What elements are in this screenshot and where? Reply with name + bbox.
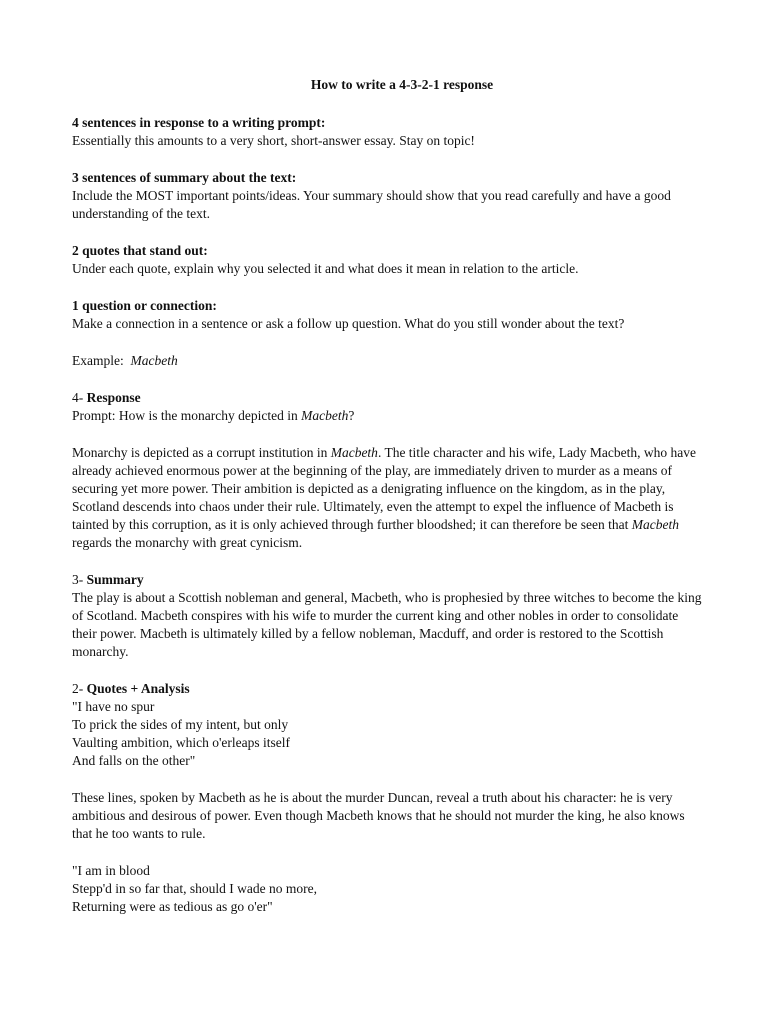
- quotes-number: 2-: [72, 681, 87, 696]
- prompt-prefix: Prompt: How is the monarchy depicted in: [72, 408, 302, 423]
- response-heading: Response: [86, 390, 141, 405]
- quotes-heading-line: [72, 680, 702, 698]
- summary-body: The play is about a Scottish nobleman and general, Macbeth, who is prophesied by three witches to become the king of Scotland. Macbeth conspires with his wife to murder the current king and other nobles in order to consolidate their power. Macbeth is ultimately killed by a fellow nobleman, Macduff, and order is restored to the Scottish monarchy.: [72, 590, 702, 659]
- section-body: Make a connection in a sentence or ask a follow up question. What do you still wonder about the text?: [72, 316, 625, 331]
- section-body: Under each quote, explain why you selected it and what does it mean in relation to the article.: [72, 261, 579, 276]
- response-number: 4-: [72, 390, 87, 405]
- response-paragraph: [72, 444, 702, 552]
- response-work-title-2: Macbeth: [631, 517, 679, 532]
- quote-line: And falls on the other": [72, 753, 196, 768]
- section-three-sentences: [72, 169, 702, 223]
- section-heading: 2 quotes that stand out:: [72, 243, 208, 258]
- quotes-heading: Quotes + Analysis: [86, 681, 190, 696]
- section-heading: 1 question or connection:: [72, 298, 217, 313]
- response-text-2: . The title character and his wife, Lady Macbeth, who have already achieved enormous power at the beginning of the play, are immediately driven to murder as a means of securing yet more power. Their ambition is depicted as a denigrating influence on the kingdom, as in the play, Scotland descends into chaos under their rule. Ultimately, even the attempt to expel the influence of Macbeth is tainted by this corruption, as it is only achieved through further bloodshed; it can therefore be seen that: [72, 445, 696, 532]
- section-four-sentences: [72, 114, 702, 150]
- quote-1: [72, 698, 702, 770]
- response-work-title-1: Macbeth: [330, 445, 378, 460]
- section-heading: 4 sentences in response to a writing prompt:: [72, 115, 326, 130]
- quote-2: [72, 862, 702, 916]
- quote-line: Vaulting ambition, which o'erleaps itself: [72, 735, 291, 750]
- summary-number: 3-: [72, 572, 87, 587]
- analysis-body: These lines, spoken by Macbeth as he is about the murder Duncan, reveal a truth about his character: he is very ambitious and desirous of power. Even though Macbeth knows that he should not murder the king, he also knows that he too wants to rule.: [72, 790, 685, 841]
- section-two-quotes: [72, 242, 702, 278]
- analysis-1: [72, 789, 702, 843]
- document-title: How to write a 4-3-2-1 response: [310, 77, 494, 92]
- quote-line: Stepp'd in so far that, should I wade no more,: [72, 881, 318, 896]
- quote-2-block: [72, 862, 702, 916]
- section-body: Include the MOST important points/ideas. Your summary should show that you read carefully and have a good understanding of the text.: [72, 188, 671, 221]
- prompt-suffix: ?: [348, 408, 355, 423]
- example-label: Example:: [72, 353, 131, 368]
- section-body: Essentially this amounts to a very short, short-answer essay. Stay on topic!: [72, 133, 475, 148]
- quote-line: To prick the sides of my intent, but only: [72, 717, 289, 732]
- response-section: [72, 389, 702, 425]
- summary-heading-line: [72, 571, 702, 589]
- quote-line: "I am in blood: [72, 863, 150, 878]
- quotes-section: [72, 680, 702, 770]
- quote-line: Returning were as tedious as go o'er": [72, 899, 273, 914]
- prompt-work-title: Macbeth: [301, 408, 349, 423]
- example-work-title: Macbeth: [130, 353, 178, 368]
- example-line: [72, 352, 702, 370]
- response-text-3: regards the monarchy with great cynicism.: [72, 535, 303, 550]
- response-text-1: Monarchy is depicted as a corrupt institution in: [72, 445, 331, 460]
- section-one-question: [72, 297, 702, 333]
- summary-heading: Summary: [86, 572, 144, 587]
- summary-section: [72, 571, 702, 661]
- quote-line: "I have no spur: [72, 699, 155, 714]
- document-page: [72, 76, 702, 935]
- response-body: [72, 444, 702, 552]
- section-heading: 3 sentences of summary about the text:: [72, 170, 297, 185]
- example-text: [72, 352, 702, 370]
- response-prompt: [72, 407, 702, 425]
- response-heading-line: [72, 389, 702, 407]
